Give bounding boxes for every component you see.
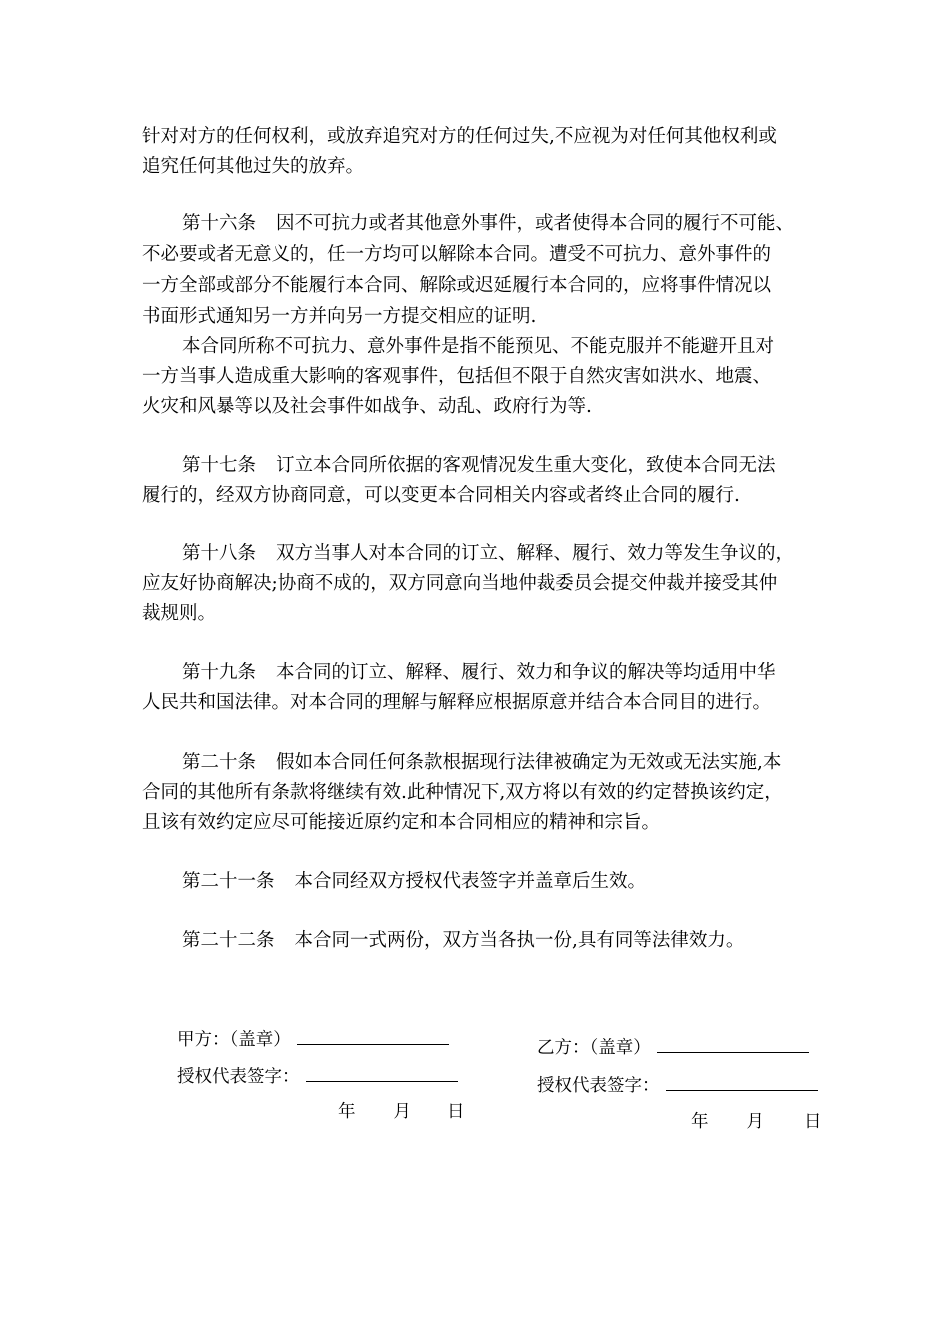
article-21-line: 第二十一条 本合同经双方授权代表签字并盖章后生效。 <box>182 871 647 892</box>
continuation-line: 追究任何其他过失的放弃。 <box>142 156 365 177</box>
article-number: 第二十一条 <box>182 871 275 892</box>
article-number: 第二十条 <box>182 752 257 773</box>
party-a-seal: 甲方：（盖章） <box>177 1030 449 1050</box>
party-a-representative: 授权代表签字： <box>177 1067 458 1087</box>
party-b-signature-line <box>666 1076 818 1091</box>
article-16-line: 不必要或者无意义的，任一方均可以解除本合同。遭受不可抗力、意外事件的 <box>142 244 772 265</box>
article-17-line: 履行的，经双方协商同意，可以变更本合同相关内容或者终止合同的履行. <box>142 485 740 506</box>
article-16-para2-line: 火灾和风暴等以及社会事件如战争、动乱、政府行为等. <box>142 396 592 417</box>
article-16-para2-line: 一方当事人造成重大影响的客观事件，包括但不限于自然灾害如洪水、地震、 <box>142 366 772 387</box>
article-number: 第十九条 <box>182 662 257 683</box>
article-number: 第十七条 <box>182 455 257 476</box>
article-16-line: 第十六条 因不可抗力或者其他意外事件，或者使得本合同的履行不可能、 <box>182 213 795 234</box>
article-16-para2-line: 本合同所称不可抗力、意外事件是指不能预见、不能克服并不能避开且对 <box>182 336 775 357</box>
party-a-signature-line <box>306 1067 458 1082</box>
article-number: 第十六条 <box>182 213 257 234</box>
article-18-line: 应友好协商解决;协商不成的，双方同意向当地仲裁委员会提交仲裁并接受其仲 <box>142 573 778 594</box>
party-a-seal-line <box>297 1030 449 1045</box>
article-20-line: 且该有效约定应尽可能接近原约定和本合同相应的精神和宗旨。 <box>142 812 661 833</box>
party-b-seal: 乙方：（盖章） <box>537 1038 809 1058</box>
article-number: 第十八条 <box>182 543 257 564</box>
article-20-line: 第二十条 假如本合同任何条款根据现行法律被确定为无效或无法实施,本 <box>182 752 782 773</box>
article-16-line: 一方全部或部分不能履行本合同、解除或迟延履行本合同的，应将事件情况以 <box>142 275 772 296</box>
article-16-line: 书面形式通知另一方并向另一方提交相应的证明. <box>142 306 537 327</box>
article-19-line: 人民共和国法律。对本合同的理解与解释应根据原意并结合本合同目的进行。 <box>142 692 772 713</box>
party-a-date: 年 月 日 <box>338 1102 465 1122</box>
article-number: 第二十二条 <box>182 930 275 951</box>
party-b-seal-line <box>657 1038 809 1053</box>
article-20-line: 合同的其他所有条款将继续有效.此种情况下,双方将以有效的约定替换该约定， <box>142 782 783 803</box>
article-17-line: 第十七条 订立本合同所依据的客观情况发生重大变化，致使本合同无法 <box>182 455 776 476</box>
article-18-line: 第十八条 双方当事人对本合同的订立、解释、履行、效力等发生争议的， <box>182 543 795 564</box>
party-b-representative: 授权代表签字： <box>537 1076 818 1096</box>
article-19-line: 第十九条 本合同的订立、解释、履行、效力和争议的解决等均适用中华 <box>182 662 776 683</box>
party-b-date: 年 月 日 <box>691 1112 822 1132</box>
article-22-line: 第二十二条 本合同一式两份，双方当各执一份,具有同等法律效力。 <box>182 930 745 951</box>
continuation-line: 针对对方的任何权利，或放弃追究对方的任何过失,不应视为对任何其他权利或 <box>142 126 777 147</box>
article-18-line: 裁规则。 <box>142 603 217 624</box>
